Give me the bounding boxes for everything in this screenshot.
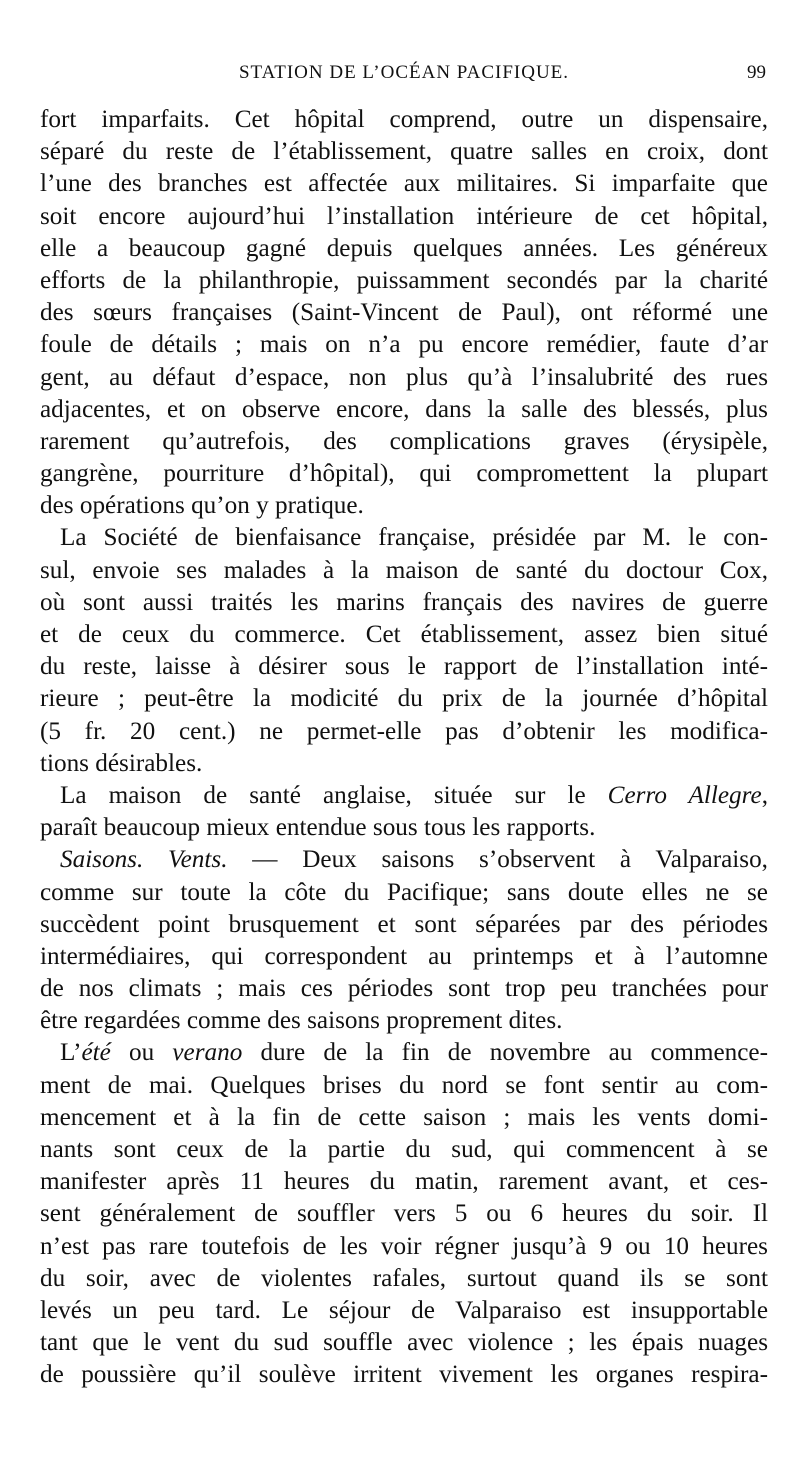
text-line [40, 780, 768, 812]
page-header [40, 58, 768, 88]
text-line: des opérations qu’on y pratique. [40, 492, 364, 520]
text-line: tions désirables. [40, 749, 203, 777]
text-line: fort imparfaits. Cet hôpital comprend, outre un dispensaire, [40, 106, 768, 133]
text-line [40, 1037, 768, 1069]
text-line: rieure ; peut-être la modicité du prix de la journée d’hôpital [40, 685, 768, 713]
text-line: efforts de la philanthropie, puissamment secondés par la charité [40, 266, 768, 294]
text-line: intermédiaires, qui correspondent au printemps et à l’automne [40, 942, 768, 970]
text-line: sent généralement de souffler vers 5 ou 6 heures du soir. Il [40, 1200, 768, 1228]
text-line: elle a beaucoup gagné depuis quelques années. Les généreux [40, 234, 768, 262]
text-line: nants sont ceux de la partie du sud, qui commencent à se [40, 1136, 768, 1163]
text-line: (5 fr. 20 cent.) ne permet-elle pas d’obtenir les modifica- [40, 717, 768, 745]
text-line: du reste, laisse à désirer sous le rapport de l’installation inté- [40, 653, 768, 681]
text-line: adjacentes, et on observe encore, dans la salle des blessés, plus [40, 395, 768, 423]
text-line: du soir, avec de violentes rafales, surtout quand ils se sont [40, 1264, 768, 1292]
paragraph-hospital [40, 104, 768, 522]
text-line: succèdent point brusquement et sont séparées par des périodes [40, 910, 768, 938]
text-line: l’une des branches est affectée aux militaires. Si imparfaite que [40, 170, 768, 198]
text-line: soit encore aujourd’hui l’installation intérieure de cet hôpital, [40, 202, 768, 230]
text-line: gangrène, pourriture d’hôpital), qui compromettent la plupart [40, 460, 768, 488]
text-line: sul, envoie ses malades à la maison de santé du doctour Cox, [40, 556, 768, 584]
text-line: tant que le vent du sud souffle avec violence ; les épais nuages [40, 1329, 768, 1357]
body-text [40, 104, 768, 1392]
place-name: Cerro Allegre [607, 781, 762, 809]
running-title: STATION DE L’OCÉAN PACIFIQUE. [238, 62, 570, 83]
text-line: de poussière qu’il soulève irritent vivement les organes respira- [40, 1361, 768, 1389]
paragraph-saisons [40, 844, 768, 1037]
text-run: dure de la fin de novembre au commence- [242, 1039, 769, 1067]
paragraph-societe [40, 522, 768, 780]
section-heading: Saisons. Vents. [60, 846, 228, 874]
italic-term: verano [172, 1039, 243, 1067]
text-line: foule de détails ; mais on n’a pu encore remédier, faute d’ar [40, 331, 768, 359]
text-line: être regardées comme des saisons proprement dites. [40, 1007, 563, 1035]
text-line: La Société de bienfaisance française, présidée par M. le con- [60, 524, 768, 552]
text-run: , [761, 781, 768, 809]
text-line: levés un peu tard. Le séjour de Valparaiso est insupportable [40, 1296, 768, 1324]
paragraph-ete [40, 1037, 768, 1391]
text-line: rarement qu’autrefois, des complications graves (érysipèle, [40, 427, 768, 455]
text-line: gent, au défaut d’espace, non plus qu’à l’insalubrité des rues [40, 363, 768, 391]
text-line: et de ceux du commerce. Cet établissement, assez bien situé [40, 621, 768, 648]
text-line [40, 844, 768, 876]
text-line: séparé du reste de l’établissement, quatre salles en croix, dont [40, 138, 768, 166]
text-run: — Deux saisons s’observent à Valparaiso, [227, 846, 768, 874]
text-line: n’est pas rare toutefois de les voir régner jusqu’à 9 ou 10 heures [40, 1232, 768, 1260]
text-run: ou [110, 1039, 173, 1067]
text-line: manifester après 11 heures du matin, rarement avant, et ces- [40, 1168, 768, 1196]
text-run: L’ [60, 1039, 82, 1067]
text-line: paraît beaucoup mieux entendue sous tous les rapports. [40, 814, 596, 842]
text-line: mencement et à la fin de cette saison ; mais les vents domi- [40, 1103, 768, 1131]
paragraph-maison-anglaise [40, 780, 768, 844]
italic-term: été [81, 1039, 111, 1067]
page-number: 99 [747, 62, 766, 83]
text-line: comme sur toute la côte du Pacifique; sans doute elles ne se [40, 878, 768, 906]
text-line: ment de mai. Quelques brises du nord se font sentir au com- [40, 1071, 768, 1099]
text-line: de nos climats ; mais ces périodes sont trop peu tranchées pour [40, 975, 768, 1003]
text-line: des sœurs françaises (Saint-Vincent de Paul), ont réformé une [40, 299, 768, 327]
text-line: où sont aussi traités les marins français des navires de guerre [40, 588, 768, 616]
text-run: La maison de santé anglaise, située sur le [60, 781, 608, 809]
